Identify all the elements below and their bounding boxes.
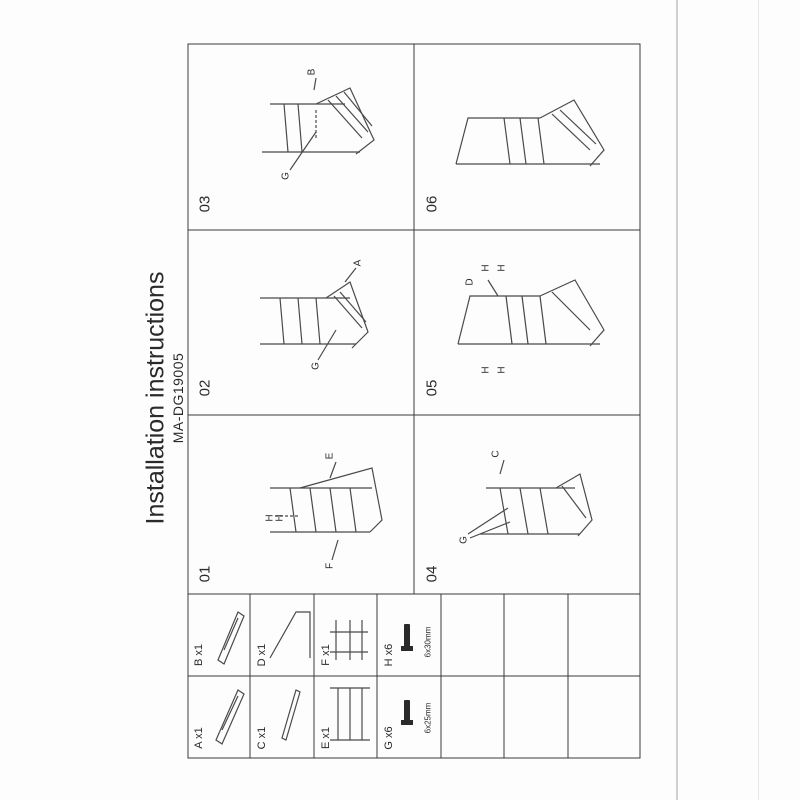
step01-callout-h1: H (264, 514, 276, 522)
part-h-size: 6x30mm (423, 626, 433, 658)
step04-drawing (468, 460, 592, 538)
part-d-label: D x1 (256, 643, 268, 667)
step-02-number: 02 (196, 379, 214, 397)
step02-drawing (260, 268, 368, 360)
step03-callout-b: B (306, 68, 318, 76)
part-d-drawing (270, 612, 310, 658)
step05-callout-h4: H (496, 366, 508, 374)
step05-callout-h2: H (496, 264, 508, 272)
step05-callout-h1: H (480, 264, 492, 272)
step01-callout-h2: H (274, 514, 286, 522)
step-06-number: 06 (423, 195, 441, 213)
model-number: MA-DG19005 (170, 352, 186, 444)
step01-callout-e: E (324, 452, 336, 460)
part-c-drawing (282, 690, 300, 740)
part-f-drawing (330, 620, 368, 660)
part-a-drawing (216, 690, 244, 744)
step01-callout-f: F (324, 562, 336, 570)
part-e-drawing (330, 688, 370, 740)
step03-drawing (262, 78, 374, 170)
step-01-number: 01 (196, 565, 214, 583)
step02-callout-g: G (310, 362, 322, 370)
step01-drawing (270, 462, 382, 560)
document-title: Installation instructions (141, 271, 170, 525)
part-e-label: E x1 (320, 726, 332, 750)
step05-drawing (458, 280, 604, 346)
part-c-label: C x1 (256, 726, 268, 750)
step-05-number: 05 (423, 379, 441, 397)
part-g-screw-icon (401, 700, 413, 725)
part-f-label: F x1 (320, 644, 332, 666)
part-a-label: A x1 (193, 727, 205, 749)
part-b-drawing (218, 612, 244, 664)
part-g-size: 6x25mm (423, 702, 433, 734)
step05-callout-h3: H (480, 366, 492, 374)
step03-callout-g: G (280, 172, 292, 180)
part-h-label: H x6 (383, 643, 395, 667)
step04-callout-g: G (458, 536, 470, 544)
part-b-label: B x1 (193, 643, 205, 667)
part-g-label: G x6 (383, 726, 395, 750)
part-h-screw-icon (401, 624, 413, 651)
step06-drawing (456, 100, 604, 166)
step-03-number: 03 (196, 195, 214, 213)
step-04-number: 04 (423, 565, 441, 583)
step05-callout-d: D (464, 278, 476, 286)
step02-callout-a: A (352, 259, 364, 267)
step04-callout-c: C (490, 450, 502, 458)
